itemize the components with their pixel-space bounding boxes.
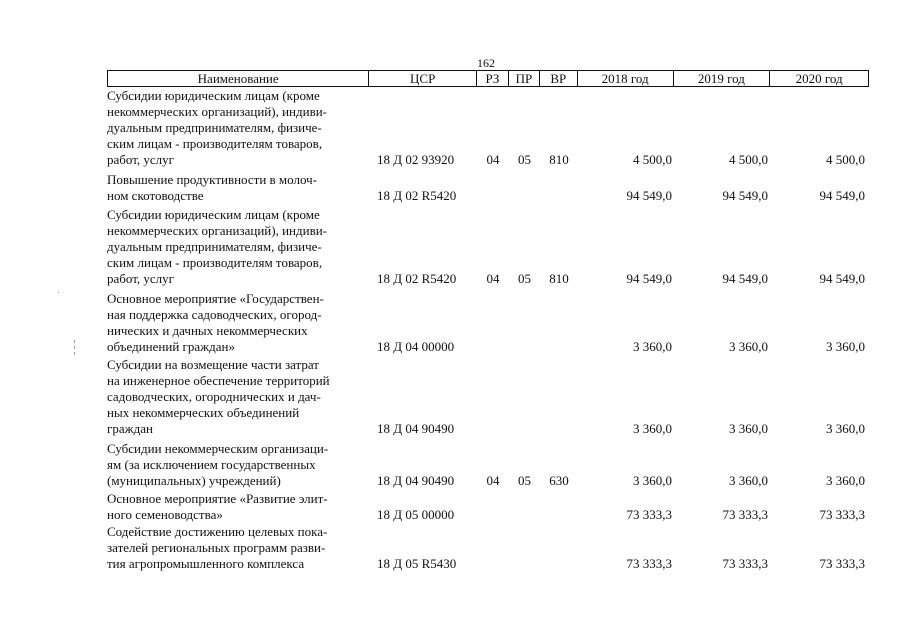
page-number: 162 bbox=[477, 56, 495, 70]
row-name: Субсидии на возмещение части затрат на инженерное обеспечение территорий садоводческих, огороднических и дач- ных некоммерческих объединений граждан bbox=[107, 357, 330, 436]
row-name: Содействие достижению целевых пока- зателей региональных программ разви- тия агропромышленного комплекса bbox=[107, 524, 328, 571]
row-2018: 3 360,0 bbox=[633, 421, 672, 436]
row-2019: 73 333,3 bbox=[722, 556, 768, 571]
row-vr: 810 bbox=[549, 152, 569, 167]
scan-speck bbox=[74, 352, 75, 355]
row-2019: 4 500,0 bbox=[729, 152, 768, 167]
table-row bbox=[107, 441, 869, 489]
row-csr: 18 Д 02 R5420 bbox=[377, 188, 457, 203]
table-row bbox=[107, 524, 869, 572]
header-rz: РЗ bbox=[477, 71, 509, 86]
row-rz: 04 bbox=[486, 473, 500, 488]
scan-speck bbox=[74, 340, 75, 343]
row-name: Субсидии юридическим лицам (кроме некоммерческих организаций), индиви- дуальным предпринимателям, физиче- ским лицам - производителям товаров, работ, услуг bbox=[107, 88, 327, 167]
row-2020: 3 360,0 bbox=[826, 339, 865, 354]
row-2018: 73 333,3 bbox=[626, 556, 672, 571]
row-2020: 73 333,3 bbox=[819, 507, 865, 522]
row-rz: 04 bbox=[486, 152, 500, 167]
row-name: Повышение продуктивности в молоч- ном скотоводстве bbox=[107, 172, 317, 203]
header-name: Наименование bbox=[108, 71, 369, 86]
row-2018: 73 333,3 bbox=[626, 507, 672, 522]
header-2019: 2019 год bbox=[674, 71, 771, 86]
scan-speck bbox=[58, 292, 59, 293]
table-row bbox=[107, 207, 869, 287]
table-header bbox=[107, 70, 869, 87]
scan-speck bbox=[74, 346, 75, 349]
header-csr: ЦСР bbox=[369, 71, 477, 86]
row-name: Основное мероприятие «Государствен- ная поддержка садоводческих, огород- нических и дачных некоммерческих объединений граждан» bbox=[107, 291, 324, 354]
header-vr: ВР bbox=[540, 71, 578, 86]
row-name: Основное мероприятие «Развитие элит- ного семеноводства» bbox=[107, 491, 328, 522]
row-2019: 94 549,0 bbox=[722, 188, 768, 203]
row-2018: 94 549,0 bbox=[626, 271, 672, 286]
row-2020: 3 360,0 bbox=[826, 421, 865, 436]
table-row bbox=[107, 491, 869, 523]
row-2019: 73 333,3 bbox=[722, 507, 768, 522]
row-vr: 630 bbox=[549, 473, 569, 488]
row-rz: 04 bbox=[486, 271, 500, 286]
row-2020: 4 500,0 bbox=[826, 152, 865, 167]
row-2018: 3 360,0 bbox=[633, 339, 672, 354]
row-csr: 18 Д 05 R5430 bbox=[377, 556, 457, 571]
row-name: Субсидии юридическим лицам (кроме некоммерческих организаций), индиви- дуальным предпринимателям, физиче- ским лицам - производителям товаров, работ, услуг bbox=[107, 207, 327, 286]
row-2018: 3 360,0 bbox=[633, 473, 672, 488]
table-row bbox=[107, 172, 869, 204]
row-csr: 18 Д 05 00000 bbox=[377, 507, 455, 522]
row-csr: 18 Д 04 90490 bbox=[377, 421, 455, 436]
row-pr: 05 bbox=[518, 473, 531, 488]
row-2020: 94 549,0 bbox=[819, 188, 865, 203]
row-2020: 73 333,3 bbox=[819, 556, 865, 571]
row-vr: 810 bbox=[549, 271, 569, 286]
header-2020: 2020 год bbox=[795, 71, 843, 86]
header-pr: ПР bbox=[509, 71, 540, 86]
row-2019: 3 360,0 bbox=[729, 421, 768, 436]
row-csr: 18 Д 04 00000 bbox=[377, 339, 455, 354]
row-2018: 4 500,0 bbox=[633, 152, 672, 167]
row-csr: 18 Д 02 93920 bbox=[377, 152, 455, 167]
header-2018: 2018 год bbox=[578, 71, 674, 86]
row-2019: 3 360,0 bbox=[729, 473, 768, 488]
row-2018: 94 549,0 bbox=[626, 188, 672, 203]
row-csr: 18 Д 04 90490 bbox=[377, 473, 455, 488]
row-pr: 05 bbox=[518, 271, 531, 286]
row-csr: 18 Д 02 R5420 bbox=[377, 271, 457, 286]
row-pr: 05 bbox=[518, 152, 531, 167]
row-2019: 3 360,0 bbox=[729, 339, 768, 354]
table-row bbox=[107, 291, 869, 355]
row-name: Субсидии некоммерческим организаци- ям (за исключением государственных (муниципальных) учреждений) bbox=[107, 441, 329, 488]
row-2019: 94 549,0 bbox=[722, 271, 768, 286]
table-row bbox=[107, 88, 869, 168]
table-row bbox=[107, 357, 869, 437]
row-2020: 94 549,0 bbox=[819, 271, 865, 286]
row-2020: 3 360,0 bbox=[826, 473, 865, 488]
